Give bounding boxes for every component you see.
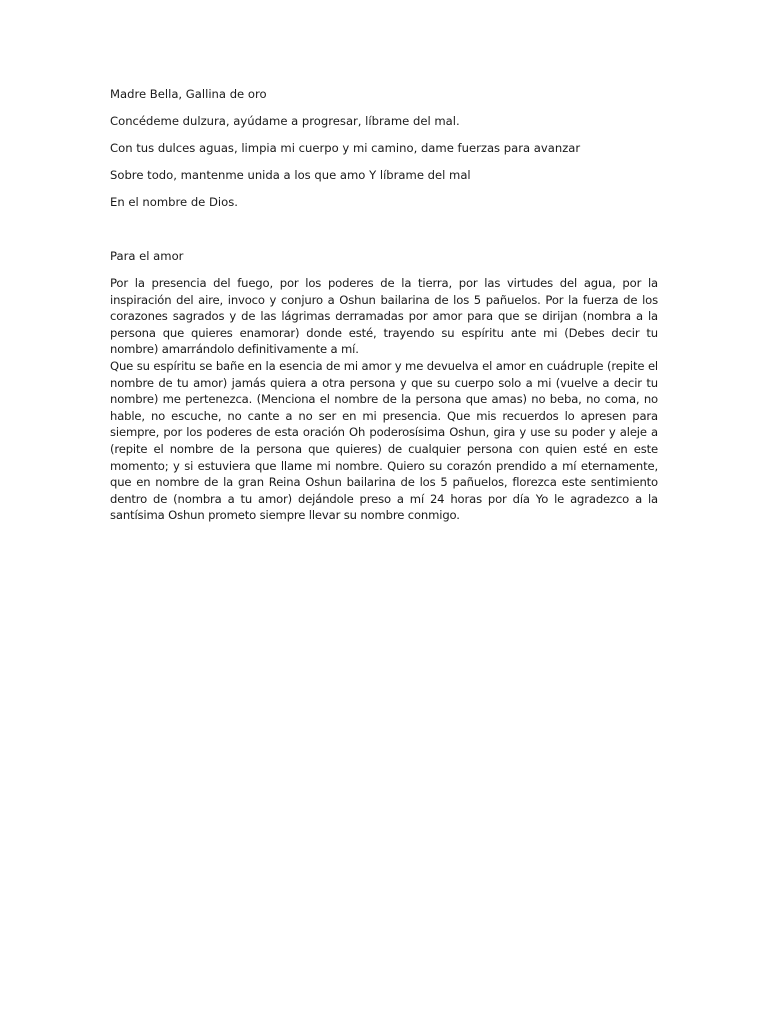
- prayer-line: Madre Bella, Gallina de oro: [110, 87, 267, 101]
- section-spacer: [110, 221, 658, 248]
- prayer-line: Concédeme dulzura, ayúdame a progresar, líbrame del mal.: [110, 114, 460, 128]
- body-paragraph: Por la presencia del fuego, por los poderes de la tierra, por las virtudes del agua, por la inspiración del aire, invoco y conjuro a Oshun bailarina de los 5 pañuelos. Por la fuerza de los corazones sagrados y de las lágrimas derramadas por amor para que se dirijan (nombra a la persona que quieres enamorar) donde esté, trayendo su espíritu ante mi (Debes decir tu nombre) amarrándolo definitivamente a mí.: [110, 276, 658, 357]
- prayer-line: En el nombre de Dios.: [110, 195, 238, 209]
- body-paragraph: Que su espíritu se bañe en la esencia de mi amor y me devuelva el amor en cuádruple (repite el nombre de tu amor) jamás quiera a otra persona y que su cuerpo solo a mi (vuelve a decir tu nombre) me pertenezca. (Menciona el nombre de la persona que amas) no beba, no coma, no hable, no escuche, no cante a no ser en mi presencia. Que mis recuerdos lo apresen para siempre, por los poderes de esta oración Oh poderosísima Oshun, gira y use su poder y aleje a (repite el nombre de la persona que quieres) de cualquier persona con quien esté en este momento; y si estuviera que llame mi nombre. Quiero su corazón prendido a mí eternamente, que en nombre de la gran Reina Oshun bailarina de los 5 pañuelos, florezca este sentimiento dentro de (nombra a tu amor) dejándole preso a mí 24 horas por día Yo le agradezco a la santísima Oshun prometo siempre llevar su nombre conmigo.: [110, 358, 658, 523]
- section-title: Para el amor: [110, 249, 184, 263]
- document-body: [110, 86, 658, 524]
- prayer-line: Con tus dulces aguas, limpia mi cuerpo y mi camino, dame fuerzas para avanzar: [110, 141, 581, 155]
- prayer-line: Sobre todo, mantenme unida a los que amo Y líbrame del mal: [110, 168, 471, 182]
